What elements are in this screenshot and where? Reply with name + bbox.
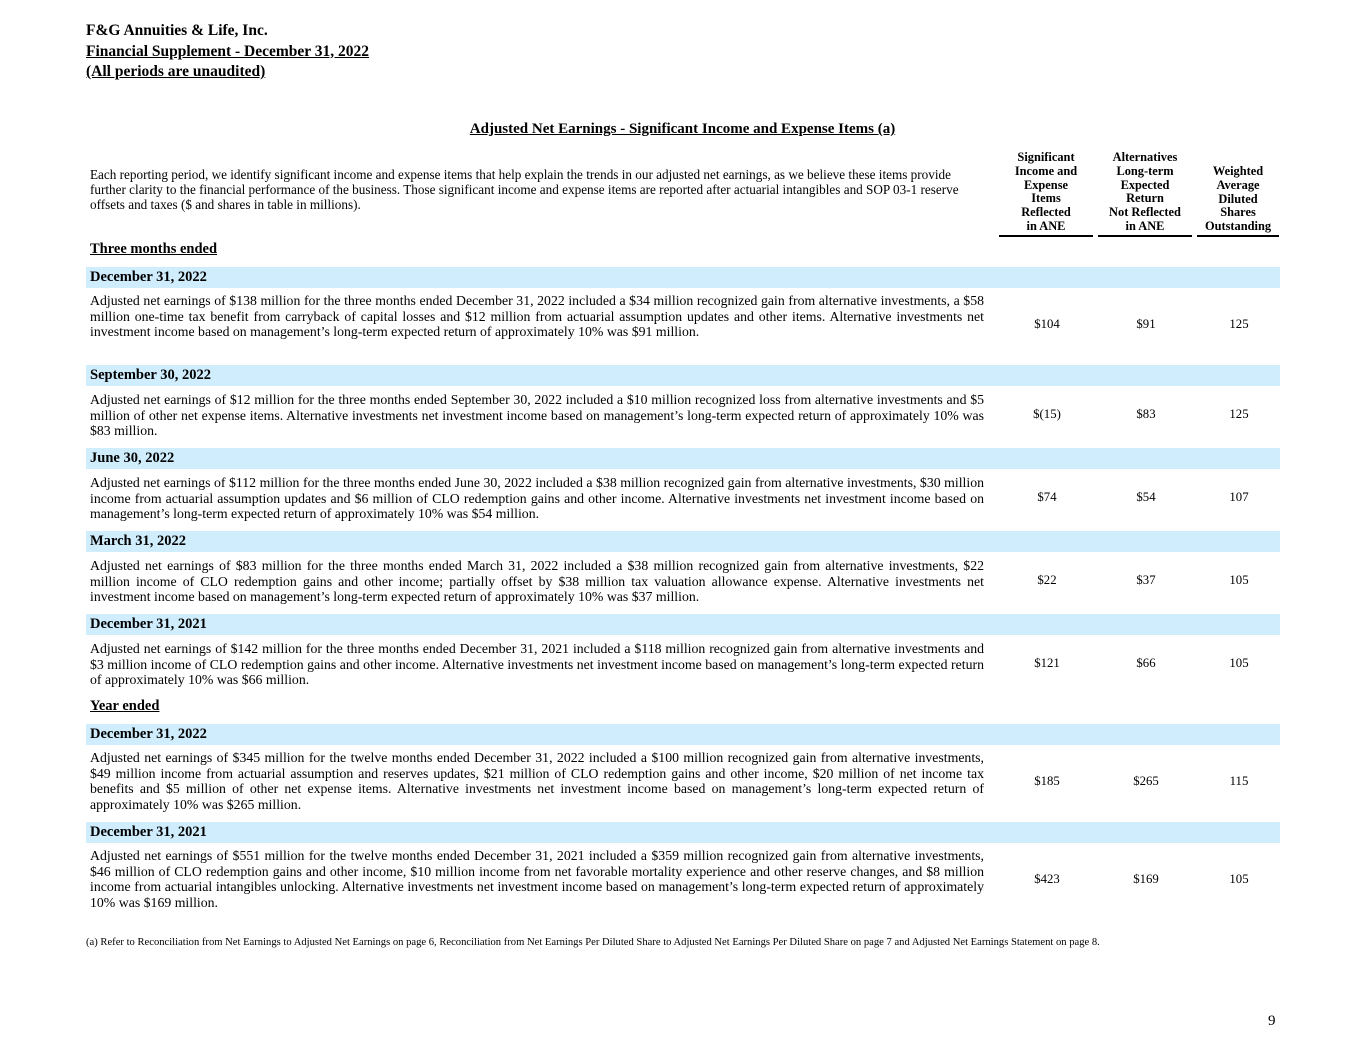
period-label: December 31, 2021 xyxy=(90,824,207,840)
period-band xyxy=(86,267,1280,288)
diluted-shares-value: 105 xyxy=(1229,656,1249,670)
period-band xyxy=(86,614,1280,635)
row-description: Adjusted net earnings of $83 million for the three months ended March 31, 2022 included a $38 million recognized gain from alternative investments, $22 million income of CLO redemption gains and other income; partially offset by $38 million tax valuation allowance expense. Alternative investments net investment income based on management’s long-term expected return of approximately 10% was $37 million. xyxy=(90,558,984,605)
period-band xyxy=(86,365,1280,386)
row-description: Adjusted net earnings of $112 million for the three months ended June 30, 2022 included a $38 million recognized gain from alternative investments, $30 million income from actuarial assumption updates and $6 million of CLO redemption gains and other income. Alternative investments net investment income based on management’s long-term expected return of approximately 10% was $54 million. xyxy=(90,475,984,522)
significant-items-value: $74 xyxy=(1037,490,1057,504)
intro-paragraph: Each reporting period, we identify significant income and expense items that help explain the trends in our adjusted net earnings, as we believe these items provide further clarity to the financial performance of the business. Those significant income and expense items are reported after actuarial intangibles and SOP 03-1 reserve offsets and taxes ($ and shares in table in millions). xyxy=(90,167,959,212)
period-band xyxy=(86,531,1280,552)
significant-items-value: $423 xyxy=(1034,872,1060,886)
alternatives-return-value: $66 xyxy=(1136,656,1156,670)
significant-items-value: $(15) xyxy=(1033,407,1061,421)
period-label: March 31, 2022 xyxy=(90,533,186,549)
diluted-shares-value: 125 xyxy=(1229,317,1249,331)
row-description: Adjusted net earnings of $138 million for the three months ended December 31, 2022 included a $34 million recognized gain from alternative investments, a $58 million one-time tax benefit from carryback of capital losses and $12 million from actuarial assumption updates and other items. Alternative investments net investment income based on management’s long-term expected return of approximately 10% was $91 million. xyxy=(90,293,984,340)
footnote: (a) Refer to Reconciliation from Net Earnings to Adjusted Net Earnings on page 6, Reconciliation from Net Earnings Per Diluted Share to Adjusted Net Earnings Per Diluted Share on page 7 and Adjusted Net Earnings Statement on page 8. xyxy=(86,937,1100,948)
period-band xyxy=(86,448,1280,469)
alternatives-return-value: $91 xyxy=(1136,317,1156,331)
alternatives-return-value: $83 xyxy=(1136,407,1156,421)
column-header-diluted-shares: Weighted Average Diluted Shares Outstanding xyxy=(1197,165,1279,237)
diluted-shares-value: 115 xyxy=(1229,774,1249,788)
unaudited-note: (All periods are unaudited) xyxy=(86,63,266,80)
row-description: Adjusted net earnings of $345 million for the twelve months ended December 31, 2022 included a $100 million recognized gain from alternative investments, $49 million income from actuarial assumption and reserves updates, $21 million of CLO redemption gains and other income, $20 million of net income tax benefits and $5 million of other net expense items. Alternative investments net investment income based on management’s long-term expected return of approximately 10% was $265 million. xyxy=(90,750,984,813)
significant-items-value: $121 xyxy=(1034,656,1060,670)
page-title: Adjusted Net Earnings - Significant Income and Expense Items (a) xyxy=(469,121,896,137)
alternatives-return-value: $37 xyxy=(1136,573,1156,587)
page-number: 9 xyxy=(1268,1013,1276,1029)
period-label: December 31, 2022 xyxy=(90,726,207,742)
column-header-significant-items: Significant Income and Expense Items Reflected in ANE xyxy=(999,151,1093,237)
row-description: Adjusted net earnings of $142 million for the three months ended December 31, 2021 included a $118 million recognized gain from alternative investments and $3 million income of CLO redemption gains and other income. Alternative investments net investment income based on management’s long-term expected return of approximately 10% was $66 million. xyxy=(90,641,984,688)
alternatives-return-value: $54 xyxy=(1136,490,1156,504)
supplement-title: Financial Supplement - December 31, 2022 xyxy=(86,42,370,60)
period-label: December 31, 2021 xyxy=(90,616,207,632)
diluted-shares-value: 105 xyxy=(1229,872,1249,886)
diluted-shares-value: 105 xyxy=(1229,573,1249,587)
period-band xyxy=(86,822,1280,843)
section-year-ended: Year ended xyxy=(90,698,160,714)
diluted-shares-value: 125 xyxy=(1229,407,1249,421)
row-description: Adjusted net earnings of $551 million for the twelve months ended December 31, 2021 included a $359 million recognized gain from alternative investments, $46 million of CLO redemption gains and other income, $10 million income from net favorable mortality experience and other reserve changes, and $8 million income from actuarial intangibles unlocking. Alternative investments net investment income based on management’s long-term expected return of approximately 10% was $169 million. xyxy=(90,848,984,911)
significant-items-value: $22 xyxy=(1037,573,1057,587)
diluted-shares-value: 107 xyxy=(1229,490,1249,504)
period-label: September 30, 2022 xyxy=(90,367,211,383)
report-header xyxy=(86,21,369,83)
column-header-alternatives-return: Alternatives Long-term Expected Return Not Reflected in ANE xyxy=(1098,151,1192,237)
company-name: F&G Annuities & Life, Inc. xyxy=(86,22,268,39)
row-description: Adjusted net earnings of $12 million for the three months ended September 30, 2022 included a $10 million recognized loss from alternative investments and $5 million of other net expense items. Alternative investments net investment income based on management’s long-term expected return of approximately 10% was $83 million. xyxy=(90,392,984,439)
significant-items-value: $185 xyxy=(1034,774,1060,788)
significant-items-value: $104 xyxy=(1034,317,1060,331)
alternatives-return-value: $265 xyxy=(1133,774,1159,788)
section-three-months: Three months ended xyxy=(90,241,218,257)
period-label: June 30, 2022 xyxy=(90,450,175,466)
period-band xyxy=(86,724,1280,745)
alternatives-return-value: $169 xyxy=(1133,872,1159,886)
period-label: December 31, 2022 xyxy=(90,269,207,285)
